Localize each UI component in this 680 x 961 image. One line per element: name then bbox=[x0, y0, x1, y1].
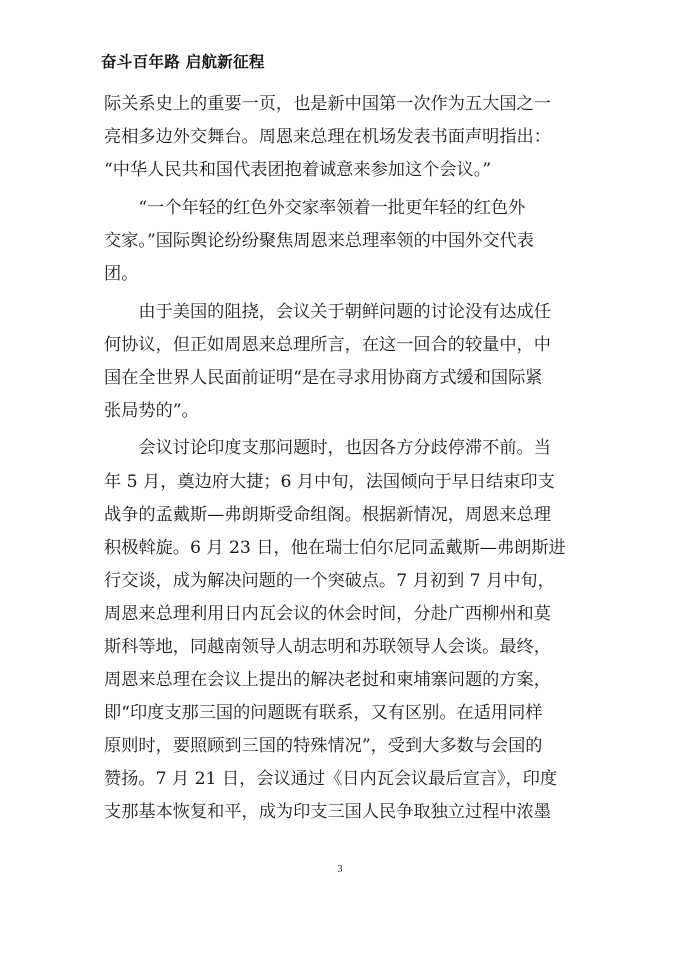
text-line: 行交谈，成为解决问题的一个突破点。7 月初到 7 月中旬， bbox=[104, 570, 555, 591]
text-line: 赞扬。7 月 21 日，会议通过《日内瓦会议最后宣言》，印度 bbox=[104, 769, 558, 790]
running-header: 奋斗百年路 启航新征程 bbox=[101, 53, 265, 71]
text-line: 积极斡旋。6 月 23 日，他在瑞士伯尔尼同孟戴斯—弗朗斯进 bbox=[104, 537, 566, 558]
text-line: 原则时，要照顾到三国的特殊情况”，受到大多数与会国的 bbox=[104, 736, 543, 757]
text-line: 周恩来总理在会议上提出的解决老挝和柬埔寨问题的方案， bbox=[104, 670, 551, 691]
text-line: 由于美国的阻挠，会议关于朝鲜问题的讨论没有达成任 bbox=[104, 301, 551, 322]
paragraph bbox=[104, 88, 582, 187]
text-line: 年 5 月，奠边府大捷；6 月中旬，法国倾向于早日结束印支 bbox=[104, 471, 555, 492]
text-line: 何协议，但正如周恩来总理所言，在这一回合的较量中，中 bbox=[104, 334, 551, 355]
text-line: 际关系史上的重要一页，也是新中国第一次作为五大国之一 bbox=[104, 94, 551, 114]
text-line: 国在全世界人民面前证明“是在寻求用协商方式缓和国际紧 bbox=[104, 367, 543, 388]
text-line: “一个年轻的红色外交家率领着一批更年轻的红色外 bbox=[104, 197, 526, 218]
text-line: “中华人民共和国代表团抱着诚意来参加这个会议。” bbox=[104, 160, 492, 181]
paragraph bbox=[104, 432, 582, 829]
text-line: 交家。”国际舆论纷纷聚焦周恩来总理率领的中国外交代表 bbox=[104, 230, 534, 251]
text-line: 亮相多边外交舞台。周恩来总理在机场发表书面声明指出： bbox=[104, 127, 551, 148]
text-line: 即“印度支那三国的问题既有联系，又有区别。在适用同样 bbox=[104, 703, 543, 724]
text-line: 会议讨论印度支那问题时，也因各方分歧停滞不前。当 bbox=[104, 438, 551, 459]
text-line: 斯科等地，同越南领导人胡志明和苏联领导人会谈。最终， bbox=[104, 637, 551, 657]
text-line: 战争的孟戴斯—弗朗斯受命组阁。根据新情况，周恩来总理 bbox=[104, 504, 551, 525]
paragraph bbox=[104, 192, 582, 291]
text-line: 团。 bbox=[104, 263, 139, 284]
text-line: 张局势的”。 bbox=[104, 400, 199, 421]
body-text bbox=[104, 88, 582, 830]
text-line: 支那基本恢复和平，成为印支三国人民争取独立过程中浓墨 bbox=[104, 802, 551, 823]
text-line: 周恩来总理利用日内瓦会议的休会时间，分赴广西柳州和莫 bbox=[104, 603, 551, 624]
page-number: 3 bbox=[337, 864, 343, 875]
paragraph bbox=[104, 296, 582, 428]
